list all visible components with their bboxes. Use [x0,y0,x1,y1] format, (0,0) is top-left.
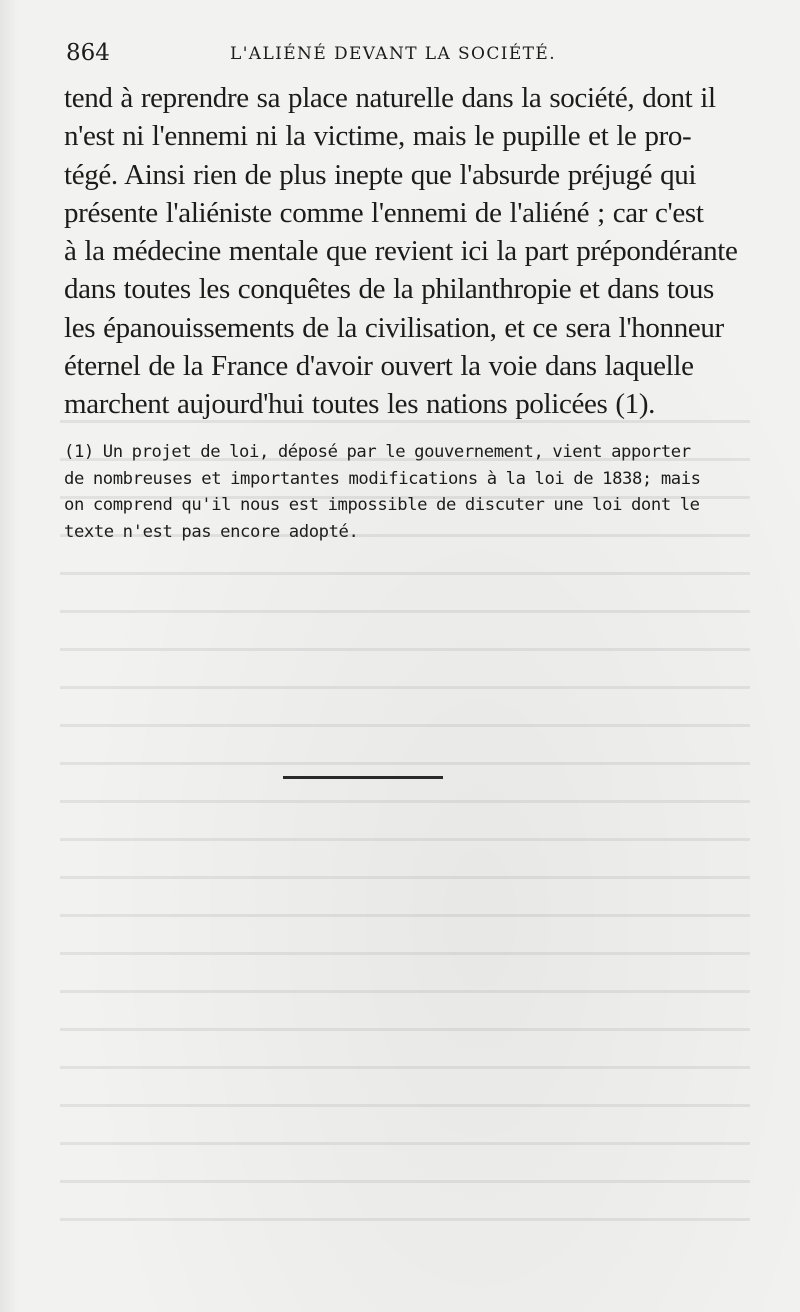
footnote-line: de nombreuses et importantes modifications à la loi de 1838; mais [64,468,701,489]
body-line: éternel de la France d'avoir ouvert la voie dans laquelle [64,350,694,383]
end-rule [283,776,443,779]
body-line: marchent aujourd'hui toutes les nations policées (1). [64,388,656,421]
footnote-line: on comprend qu'il nous est impossible de discuter une loi dont le [64,495,700,516]
bleed-through-texture [60,420,750,1280]
page-header [66,40,716,70]
body-line: dans toutes les conquêtes de la philanthropie et dans tous [64,273,714,306]
footnote [64,439,724,545]
running-head: L'ALIÉNÉ DEVANT LA SOCIÉTÉ. [230,44,557,64]
footnote-line: texte n'est pas encore adopté. [64,521,359,542]
body-paragraph [64,79,738,424]
body-line: n'est ni l'ennemi ni la victime, mais le pupille et le pro- [64,120,692,153]
body-line: tend à reprendre sa place naturelle dans la société, dont il [64,82,716,114]
body-line: tégé. Ainsi rien de plus inepte que l'absurde préjugé qui [64,158,697,191]
page-number: 864 [66,40,110,66]
body-line: présente l'aliéniste comme l'ennemi de l'aliéné ; car c'est [64,196,704,229]
body-line: les épanouissements de la civilisation, et ce sera l'honneur [64,311,724,344]
footnote-line: (1) Un projet de loi, déposé par le gouvernement, vient apporter [64,442,691,462]
body-line: à la médecine mentale que revient ici la part prépondérante [64,235,738,268]
